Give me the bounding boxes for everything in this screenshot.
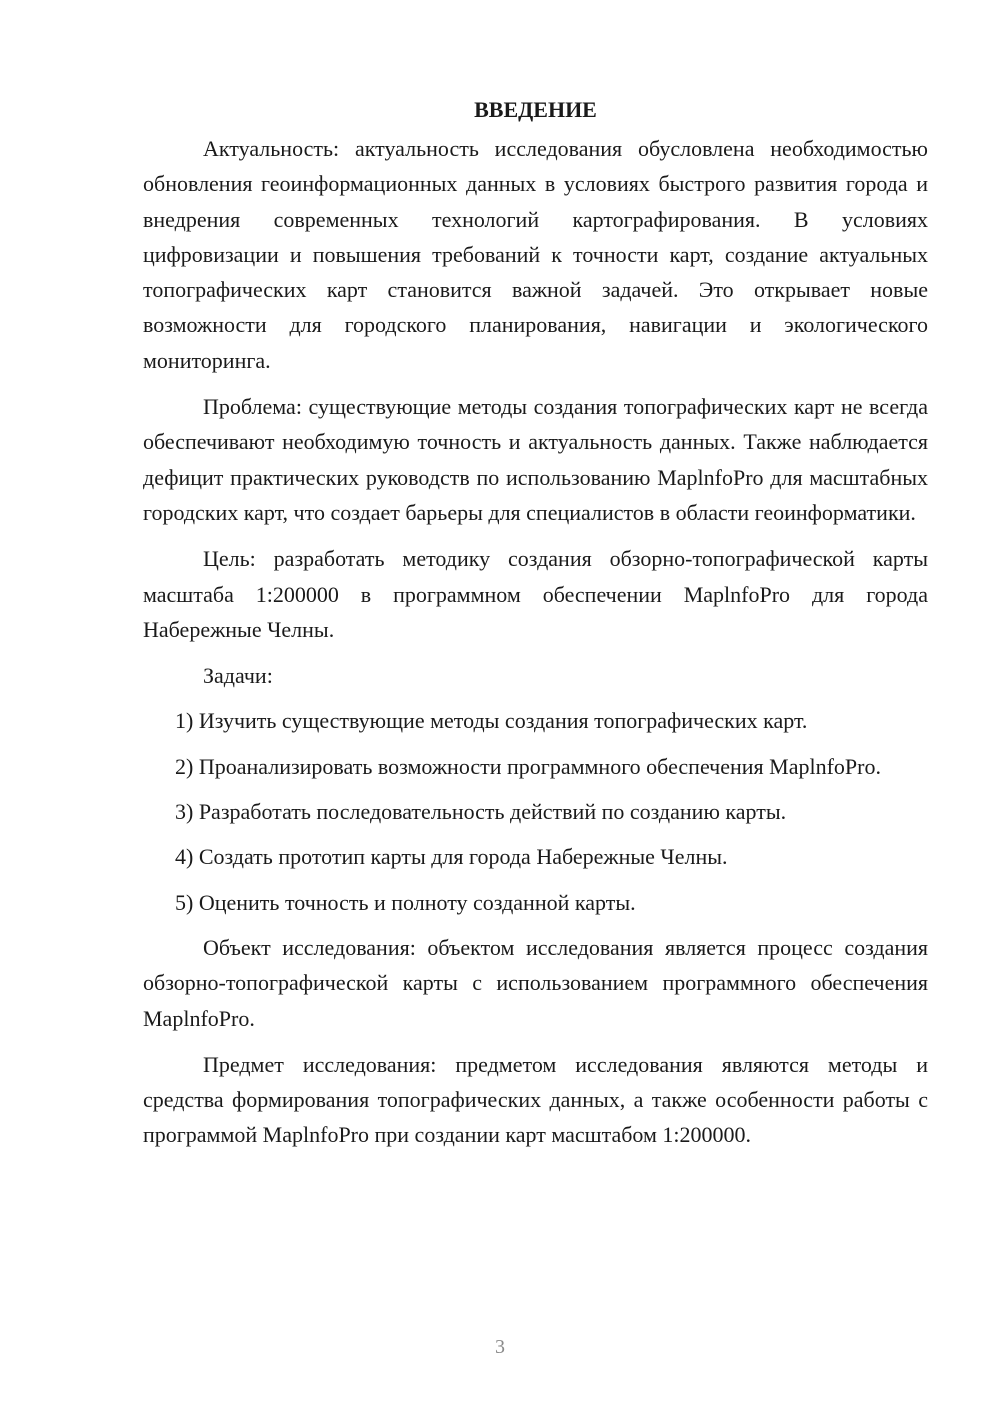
task-item-3: 3) Разработать последовательность действий по созданию карты. bbox=[175, 799, 787, 825]
paragraph-relevance: Актуальность: актуальность исследования обусловлена необходимостью обновления геоинформационных данных в условиях быстрого развития города и внедрения современных технологий картографирования. В условиях цифровизации и повышения требований к точности карт, создание актуальных топографических карт становится важной задачей. Это открывает новые возможности для городского планирования, навигации и экологического мониторинга. bbox=[143, 136, 928, 373]
paragraph-subject: Предмет исследования: предметом исследования являются методы и средства формирования топографических данных, а также особенности работы с программой MaplnfoPro при создании карт масштабом 1:200000. bbox=[143, 1051, 928, 1148]
document-page bbox=[143, 95, 928, 1164]
task-item-5: 5) Оценить точность и полноту созданной карты. bbox=[175, 889, 636, 915]
task-item-4: 4) Создать прототип карты для города Набережные Челны. bbox=[175, 844, 728, 870]
paragraph-goal: Цель: разработать методику создания обзорно-топографической карты масштаба 1:200000 в программном обеспечении MaplnfoPro для города Набережные Челны. bbox=[143, 546, 928, 642]
paragraph-problem: Проблема: существующие методы создания топографических карт не всегда обеспечивают необходимую точность и актуальность данных. Также наблюдается дефицит практических руководств по использованию MaplnfoPro для масштабных городских карт, что создает барьеры для специалистов в области геоинформатики. bbox=[143, 394, 928, 525]
task-item-2: 2) Проанализировать возможности программного обеспечения MaplnfoPro. bbox=[175, 753, 881, 779]
paragraph-object: Объект исследования: объектом исследования является процесс создания обзорно-топографической карты с использованием программного обеспечения MaplnfoPro. bbox=[143, 934, 928, 1031]
section-title: ВВЕДЕНИЕ bbox=[474, 97, 597, 122]
tasks-label: Задачи: bbox=[203, 663, 273, 689]
page-number: 3 bbox=[495, 1336, 505, 1358]
task-item-1: 1) Изучить существующие методы создания топографических карт. bbox=[175, 708, 808, 734]
